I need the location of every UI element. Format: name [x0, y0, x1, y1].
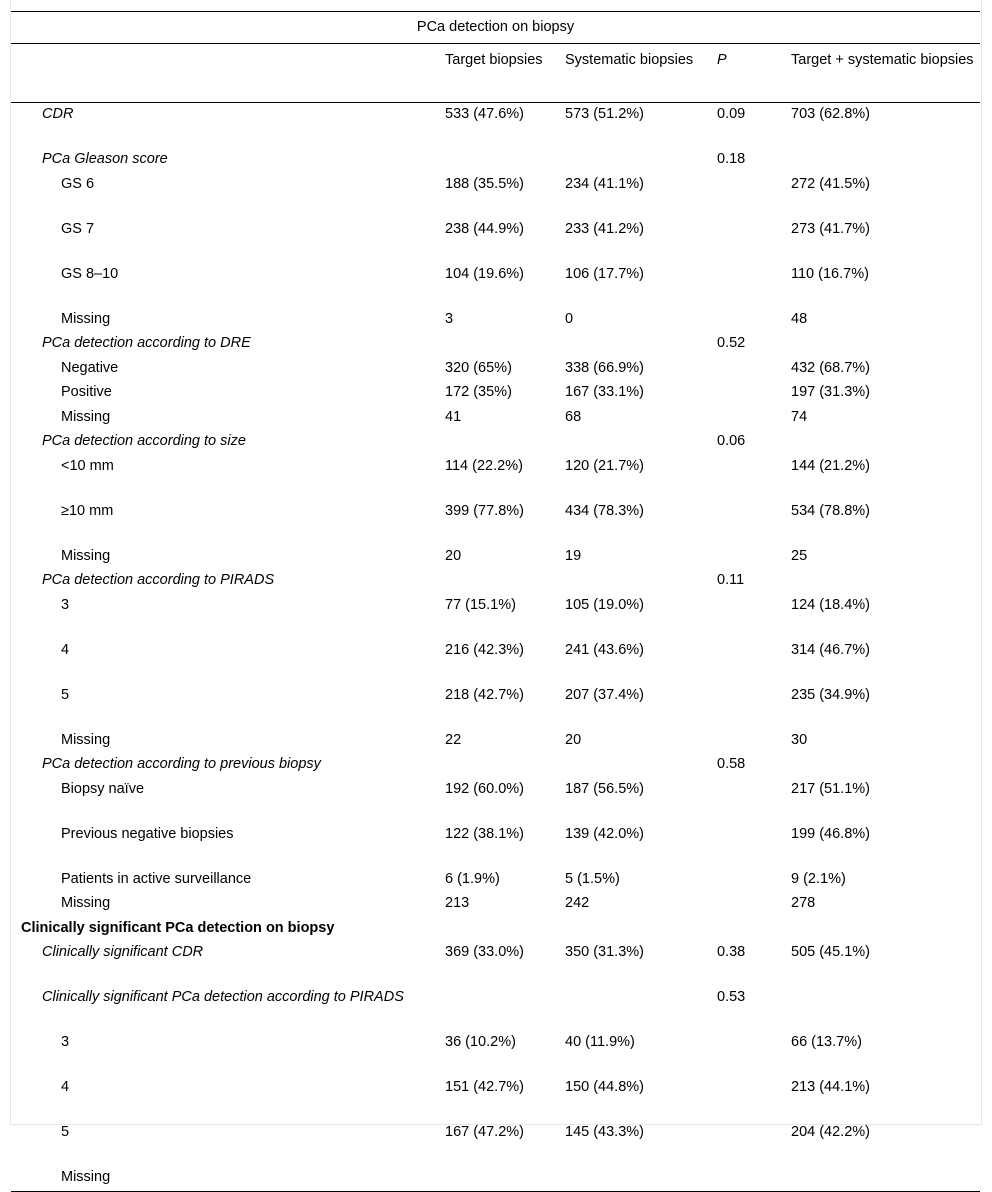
row-label: GS 6 — [61, 175, 95, 192]
column-header-row — [11, 44, 980, 103]
row-label: GS 8–10 — [61, 265, 119, 282]
cell-target: 36 (10.2%) — [445, 1034, 516, 1050]
cell-combined: 74 — [791, 408, 808, 425]
table-row — [11, 218, 980, 263]
column-header-label — [11, 44, 445, 103]
cell-target — [445, 430, 565, 455]
row-label: Biopsy naïve — [61, 780, 145, 797]
table-row — [11, 778, 980, 823]
cell-systematic: 234 (41.1%) — [565, 175, 644, 192]
cell-target: 216 (42.3%) — [445, 641, 524, 658]
cell-combined — [791, 148, 980, 173]
table-row — [11, 406, 980, 431]
row-label: 5 — [61, 1124, 70, 1140]
cell-target — [445, 1166, 565, 1191]
cell-systematic: 187 (56.5%) — [565, 780, 644, 797]
row-label: Previous negative biopsies — [61, 825, 234, 842]
cell-systematic: 19 — [565, 547, 582, 564]
cell-systematic — [565, 917, 717, 942]
cell-target: 218 (42.7%) — [445, 686, 524, 703]
cell-combined: 272 (41.5%) — [791, 175, 870, 192]
cell-p — [717, 381, 791, 406]
cell-target: 151 (42.7%) — [445, 1079, 524, 1095]
table-row — [11, 1076, 980, 1121]
cell-combined: 213 (44.1%) — [791, 1079, 870, 1095]
table-row — [11, 639, 980, 684]
table-row — [11, 868, 980, 893]
cell-systematic: 338 (66.9%) — [565, 359, 644, 376]
cell-target — [445, 569, 565, 594]
cell-p — [717, 1166, 791, 1191]
cell-combined — [791, 1166, 980, 1191]
cell-p — [717, 406, 791, 431]
cell-combined: 25 — [791, 547, 808, 564]
row-label: Missing — [61, 895, 111, 911]
cell-target: 114 (22.2%) — [445, 457, 523, 474]
cell-combined: 30 — [791, 731, 808, 748]
cell-combined: 217 (51.1%) — [791, 780, 870, 797]
cell-p — [717, 455, 791, 500]
cell-p: 0.09 — [717, 106, 746, 122]
cell-systematic: 40 (11.9%) — [565, 1034, 635, 1050]
cell-target: 192 (60.0%) — [445, 780, 524, 797]
table-row — [11, 569, 980, 594]
cell-combined: 199 (46.8%) — [791, 825, 870, 842]
row-label: Missing — [61, 731, 111, 748]
cell-combined: 144 (21.2%) — [791, 457, 870, 474]
row-label: Positive — [61, 384, 112, 400]
table-row — [11, 823, 980, 868]
cell-systematic: 120 (21.7%) — [565, 457, 644, 474]
cell-combined: 110 (16.7%) — [791, 265, 869, 282]
table-row — [11, 430, 980, 455]
table-row — [11, 308, 980, 333]
row-label: PCa detection according to previous biopsy — [42, 756, 321, 772]
table-row — [11, 455, 980, 500]
row-label: 5 — [61, 686, 70, 703]
cell-p: 0.18 — [717, 151, 746, 167]
cell-target: 3 — [445, 310, 454, 327]
cell-combined: 66 (13.7%) — [791, 1034, 862, 1050]
cell-p — [717, 357, 791, 382]
table-row — [11, 892, 980, 917]
table-row — [11, 1031, 980, 1076]
table-row — [11, 729, 980, 754]
cell-systematic: 105 (19.0%) — [565, 596, 644, 613]
cell-target — [445, 148, 565, 173]
cell-target: 369 (33.0%) — [445, 944, 524, 960]
row-label: 3 — [61, 1034, 70, 1050]
column-header-systematic: Systematic biopsies — [565, 44, 717, 103]
row-label: 3 — [61, 596, 70, 613]
cell-combined: 124 (18.4%) — [791, 596, 870, 613]
cell-p — [717, 263, 791, 308]
row-label: CDR — [42, 106, 74, 122]
row-label: PCa detection according to size — [42, 433, 246, 449]
cell-p: 0.58 — [717, 756, 746, 772]
cell-combined: 505 (45.1%) — [791, 944, 870, 960]
cell-systematic: 242 — [565, 895, 590, 911]
cell-p — [717, 173, 791, 218]
cell-combined: 278 — [791, 895, 816, 911]
cell-p: 0.06 — [717, 433, 746, 449]
cell-combined: 534 (78.8%) — [791, 502, 870, 519]
cell-target: 167 (47.2%) — [445, 1124, 524, 1140]
cell-systematic: 350 (31.3%) — [565, 944, 644, 960]
cell-systematic — [565, 753, 717, 778]
cell-combined — [791, 917, 980, 942]
cell-combined: 204 (42.2%) — [791, 1124, 870, 1140]
table-row — [11, 753, 980, 778]
row-label: Negative — [61, 359, 119, 376]
cell-p — [717, 308, 791, 333]
cell-combined — [791, 753, 980, 778]
cell-target: 533 (47.6%) — [445, 106, 524, 122]
table-row — [11, 941, 980, 986]
cell-target: 172 (35%) — [445, 384, 512, 400]
cell-combined: 235 (34.9%) — [791, 686, 870, 703]
cell-target: 238 (44.9%) — [445, 220, 524, 237]
table-row — [11, 357, 980, 382]
cell-systematic: 5 (1.5%) — [565, 870, 620, 887]
cell-systematic: 68 — [565, 408, 582, 425]
cell-p: 0.38 — [717, 944, 746, 960]
cell-p — [717, 545, 791, 570]
table-title: PCa detection on biopsy — [11, 12, 980, 44]
cell-p — [717, 684, 791, 729]
table-row — [11, 263, 980, 308]
cell-combined: 9 (2.1%) — [791, 870, 846, 887]
cell-target — [445, 332, 565, 357]
row-label: PCa detection according to PIRADS — [42, 572, 275, 588]
cell-p — [717, 778, 791, 823]
cell-target: 188 (35.5%) — [445, 175, 524, 192]
cell-systematic — [565, 986, 717, 1031]
row-label: Clinically significant PCa detection on biopsy — [21, 919, 335, 936]
cell-combined: 432 (68.7%) — [791, 359, 870, 376]
row-label: Patients in active surveillance — [61, 870, 252, 887]
cell-target — [445, 917, 565, 942]
column-header-p-value: P — [717, 44, 791, 103]
cell-p — [717, 1121, 791, 1166]
cell-systematic: 207 (37.4%) — [565, 686, 644, 703]
cell-p — [717, 1031, 791, 1076]
row-label: PCa detection according to DRE — [42, 335, 251, 351]
cell-p — [717, 218, 791, 263]
cell-combined: 273 (41.7%) — [791, 220, 870, 237]
cell-systematic — [565, 569, 717, 594]
row-label: <10 mm — [61, 457, 114, 474]
cell-p — [717, 823, 791, 868]
cell-p — [717, 1076, 791, 1121]
cell-systematic — [565, 148, 717, 173]
cell-p — [717, 639, 791, 684]
cell-combined: 197 (31.3%) — [791, 384, 870, 400]
cell-systematic: 233 (41.2%) — [565, 220, 644, 237]
cell-systematic: 145 (43.3%) — [565, 1124, 644, 1140]
table-row — [11, 1166, 980, 1191]
table-row — [11, 500, 980, 545]
row-label: GS 7 — [61, 220, 95, 237]
cell-combined — [791, 569, 980, 594]
cell-target — [445, 753, 565, 778]
cell-systematic: 20 — [565, 731, 582, 748]
cell-systematic: 573 (51.2%) — [565, 106, 644, 122]
cell-target: 77 (15.1%) — [445, 596, 516, 613]
cell-combined — [791, 430, 980, 455]
cell-target: 213 — [445, 895, 470, 911]
cell-p: 0.52 — [717, 335, 746, 351]
row-label: Clinically significant CDR — [42, 944, 204, 960]
cell-target: 20 — [445, 547, 462, 564]
cell-systematic — [565, 430, 717, 455]
cell-systematic — [565, 1166, 717, 1191]
cell-target: 22 — [445, 731, 462, 748]
row-label: Missing — [11, 1166, 445, 1191]
cell-p — [717, 868, 791, 893]
cell-combined — [791, 332, 980, 357]
table-row — [11, 594, 980, 639]
cell-p: 0.53 — [717, 989, 746, 1005]
cell-target: 6 (1.9%) — [445, 870, 500, 887]
cell-p — [717, 892, 791, 917]
cell-systematic: 0 — [565, 310, 574, 327]
cell-combined: 314 (46.7%) — [791, 641, 870, 658]
cell-p — [717, 594, 791, 639]
table-row — [11, 148, 980, 173]
table-row — [11, 917, 980, 942]
cell-target: 399 (77.8%) — [445, 502, 524, 519]
cell-systematic: 434 (78.3%) — [565, 502, 644, 519]
cell-p — [717, 500, 791, 545]
table-body — [11, 103, 980, 1192]
row-label: Missing — [61, 408, 111, 425]
table-row — [11, 173, 980, 218]
cell-target: 104 (19.6%) — [445, 265, 524, 282]
cell-systematic: 167 (33.1%) — [565, 384, 644, 400]
row-label: PCa Gleason score — [42, 151, 168, 167]
table-row — [11, 381, 980, 406]
cell-systematic — [565, 332, 717, 357]
column-header-target: Target biopsies — [445, 44, 565, 103]
cell-systematic: 241 (43.6%) — [565, 641, 644, 658]
table-row — [11, 545, 980, 570]
table-row — [11, 986, 980, 1031]
table-row — [11, 1121, 980, 1166]
table-row — [11, 684, 980, 729]
column-header-combined: Target + systematic biopsies — [791, 44, 980, 103]
cell-target: 320 (65%) — [445, 359, 512, 376]
cell-systematic: 106 (17.7%) — [565, 265, 644, 282]
biopsy-detection-table — [11, 11, 980, 1192]
cell-combined: 703 (62.8%) — [791, 106, 870, 122]
row-label: Missing — [61, 547, 111, 564]
cell-target: 41 — [445, 408, 462, 425]
cell-systematic: 139 (42.0%) — [565, 825, 644, 842]
cell-p — [717, 729, 791, 754]
cell-combined — [791, 986, 980, 1031]
table-row — [11, 332, 980, 357]
row-label: 4 — [61, 641, 70, 658]
cell-combined: 48 — [791, 310, 808, 327]
row-label: Missing — [61, 310, 111, 327]
cell-p — [717, 917, 791, 942]
table-row — [11, 103, 980, 149]
cell-systematic: 150 (44.8%) — [565, 1079, 644, 1095]
row-label: 4 — [61, 1079, 70, 1095]
row-label: ≥10 mm — [61, 502, 114, 519]
row-label: Clinically significant PCa detection according to PIRADS — [42, 989, 404, 1005]
cell-target: 122 (38.1%) — [445, 825, 524, 842]
cell-p: 0.11 — [717, 572, 745, 588]
cell-target — [445, 986, 565, 1031]
